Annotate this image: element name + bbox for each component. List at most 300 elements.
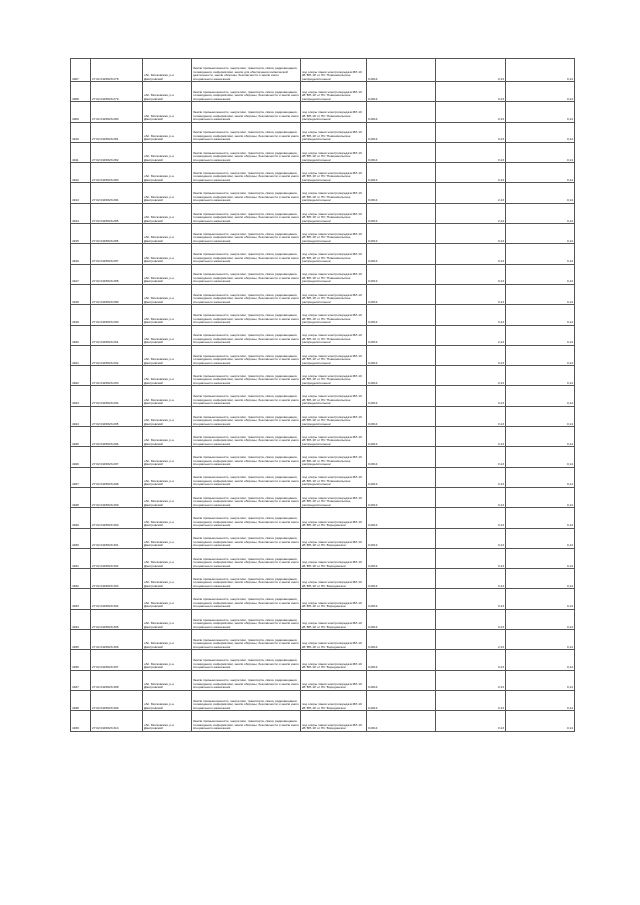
cell-note: 0,14 xyxy=(506,183,575,203)
cell-id: 4914 xyxy=(71,203,91,223)
cell-addr: обл. Московская, р-н Дмитровский xyxy=(143,630,192,650)
cell-use: Земли промышленности, энергетики, транспорта, связи, радиовещания, телевидения, информатики, земли обороны, безопасности и земли иного специального назначения xyxy=(192,589,301,609)
cell-use: Земли промышленности, энергетики, транспорта, связи, радиовещания, телевидения, информатики, земли обороны, безопасности и земли иного специального назначения xyxy=(192,528,301,548)
cell-purpose: под опоры линии электропередачи ВЛ-10 кВ 'ВН-10' от ПС 'Новоникольское распределительное' xyxy=(301,487,367,507)
cell-share: 0,13 xyxy=(436,59,506,82)
cell-addr: обл. Московская, р-н Дмитровский xyxy=(143,548,192,568)
cell-area: 0,0014 xyxy=(367,528,436,548)
cell-area: 0,0014 xyxy=(367,650,436,670)
cell-addr: обл. Московская, р-н Дмитровский xyxy=(143,345,192,365)
cell-area: 0,0014 xyxy=(367,224,436,244)
cell-note: 0,14 xyxy=(506,284,575,304)
cell-use: Земли промышленности, энергетики, транспорта, связи, радиовещания, телевидения, информатики, земли обороны, безопасности и земли иного специального назначения xyxy=(192,203,301,223)
cell-cad: 27:02:0115823:303 xyxy=(91,569,143,589)
cell-cad: 27:02:0115823:300 xyxy=(91,508,143,528)
cell-purpose: под опоры линии электропередачи ВЛ-10 кВ 'ВН-10' от ПС 'Новоникольское распределительное' xyxy=(301,122,367,142)
cell-area: 0,0014 xyxy=(367,427,436,447)
cell-addr: обл. Московская, р-н Дмитровский xyxy=(143,102,192,122)
cell-note: 0,14 xyxy=(506,528,575,548)
cell-purpose: под опоры линии электропередачи ВЛ-10 кВ 'ВН-10' от ПС 'Бородинское' xyxy=(301,670,367,690)
cell-addr: обл. Московская, р-н Дмитровский xyxy=(143,711,192,731)
cell-addr: обл. Московская, р-н Дмитровский xyxy=(143,122,192,142)
cell-note: 0,14 xyxy=(506,203,575,223)
table-row xyxy=(71,406,575,426)
cell-area: 0,0014 xyxy=(367,630,436,650)
cell-area: 0,0014 xyxy=(367,203,436,223)
table-row xyxy=(71,569,575,589)
cell-use: Земли промышленности, энергетики, транспорта, связи, радиовещания, телевидения, информатики, земли обороны, безопасности и земли иного специального назначения xyxy=(192,447,301,467)
cell-cad: 27:02:0115823:292 xyxy=(91,345,143,365)
table-row xyxy=(71,508,575,528)
cell-area: 0,0014 xyxy=(367,305,436,325)
cell-share: 0,13 xyxy=(436,508,506,528)
cell-note: 0,14 xyxy=(506,487,575,507)
cell-cad: 27:02:0115823:279 xyxy=(91,82,143,102)
table-row xyxy=(71,548,575,568)
cell-purpose: под опоры линии электропередачи ВЛ-10 кВ 'ВН-10' от ПС 'Бородинское' xyxy=(301,711,367,731)
table-row xyxy=(71,670,575,690)
cell-use: Земли промышленности, энергетики, транспорта, связи, радиовещания, телевидения, информатики, земли обороны, безопасности и земли иного специального назначения xyxy=(192,325,301,345)
cell-share: 0,13 xyxy=(436,467,506,487)
cell-use: Земли промышленности, энергетики, транспорта, связи, радиовещания, телевидения, информатики, земли обороны, безопасности и земли иного специального назначения xyxy=(192,569,301,589)
cell-cad: 27:02:0115823:304 xyxy=(91,589,143,609)
cell-id: 4927 xyxy=(71,467,91,487)
cell-area: 0,0014 xyxy=(367,325,436,345)
cell-addr: обл. Московская, р-н Дмитровский xyxy=(143,406,192,426)
cell-share: 0,13 xyxy=(436,305,506,325)
cell-addr: обл. Московская, р-н Дмитровский xyxy=(143,59,192,82)
cell-note: 0,14 xyxy=(506,630,575,650)
cell-use: Земли промышленности, энергетики, транспорта, связи, радиовещания, телевидения, информатики, земли обороны, безопасности и земли иного специального назначения xyxy=(192,650,301,670)
cell-area: 0,0014 xyxy=(367,569,436,589)
cell-id: 4926 xyxy=(71,447,91,467)
table-row xyxy=(71,366,575,386)
cell-cad: 27:02:0115823:305 xyxy=(91,609,143,629)
cell-area: 0,0014 xyxy=(367,366,436,386)
cell-id: 4934 xyxy=(71,609,91,629)
cell-use: Земли промышленности, энергетики, транспорта, связи, радиовещания, телевидения, информатики, земли обороны, безопасности и земли иного специального назначения xyxy=(192,386,301,406)
cell-share: 0,13 xyxy=(436,163,506,183)
cell-area: 0,0014 xyxy=(367,264,436,284)
cell-purpose: под опоры линии электропередачи ВЛ-10 кВ 'ВН-10' от ПС 'Новоникольское распределительное' xyxy=(301,386,367,406)
cell-purpose: под опоры линии электропередачи ВЛ-10 кВ 'ВН-10' от ПС 'Бородинское' xyxy=(301,589,367,609)
cell-purpose: под опоры линии электропередачи ВЛ-10 кВ 'ВН-10' от ПС 'Новоникольское распределительное' xyxy=(301,305,367,325)
cell-purpose: под опоры линии электропередачи ВЛ-10 кВ 'ВН-10' от ПС 'Бородинское' xyxy=(301,690,367,710)
cell-area: 0,0014 xyxy=(367,711,436,731)
cell-cad: 27:02:0115823:287 xyxy=(91,244,143,264)
cell-use: Земли промышленности, энергетики, транспорта, связи, радиовещания, телевидения, информатики, земли обороны, безопасности и земли иного специального назначения xyxy=(192,487,301,507)
cell-area: 0,0014 xyxy=(367,163,436,183)
cell-note: 0,14 xyxy=(506,447,575,467)
cell-cad: 27:02:0115823:293 xyxy=(91,366,143,386)
cell-addr: обл. Московская, р-н Дмитровский xyxy=(143,609,192,629)
cell-area: 0,0014 xyxy=(367,59,436,82)
cell-id: 4936 xyxy=(71,650,91,670)
register-body xyxy=(71,59,575,732)
cell-area: 0,0014 xyxy=(367,508,436,528)
cell-area: 0,0014 xyxy=(367,406,436,426)
cell-purpose: под опоры линии электропередачи ВЛ-10 кВ 'ВН-10' от ПС 'Бородинское' xyxy=(301,569,367,589)
cell-id: 4925 xyxy=(71,427,91,447)
cell-cad: 27:02:0115823:301 xyxy=(91,528,143,548)
cell-addr: обл. Московская, р-н Дмитровский xyxy=(143,467,192,487)
cell-addr: обл. Московская, р-н Дмитровский xyxy=(143,670,192,690)
cell-share: 0,13 xyxy=(436,548,506,568)
cell-addr: обл. Московская, р-н Дмитровский xyxy=(143,447,192,467)
cell-use: Земли промышленности, энергетики, транспорта, связи, радиовещания, телевидения, информатики, земли обороны, безопасности и земли иного специального назначения xyxy=(192,163,301,183)
cell-id: 4933 xyxy=(71,589,91,609)
cell-addr: обл. Московская, р-н Дмитровский xyxy=(143,427,192,447)
cell-note: 0,14 xyxy=(506,650,575,670)
table-row xyxy=(71,630,575,650)
cell-cad: 27:02:0115823:285 xyxy=(91,203,143,223)
cell-cad: 27:02:0115823:310 xyxy=(91,711,143,731)
cell-area: 0,0014 xyxy=(367,183,436,203)
table-row xyxy=(71,386,575,406)
cell-area: 0,0014 xyxy=(367,670,436,690)
cell-note: 0,14 xyxy=(506,386,575,406)
cell-share: 2,13 xyxy=(436,203,506,223)
cell-addr: обл. Московская, р-н Дмитровский xyxy=(143,284,192,304)
cell-share: 0,13 xyxy=(436,386,506,406)
cell-purpose: под опоры линии электропередачи ВЛ-10 кВ 'ВН-10' от ПС 'Бородинское' xyxy=(301,630,367,650)
cell-note: 0,14 xyxy=(506,325,575,345)
cell-use: Земли промышленности, энергетики, транспорта, связи, радиовещания, телевидения, информатики, земли обороны, безопасности и земли иного специального назначения xyxy=(192,244,301,264)
cell-id: 4916 xyxy=(71,244,91,264)
table-row xyxy=(71,122,575,142)
cell-id: 4939 xyxy=(71,711,91,731)
cell-addr: обл. Московская, р-н Дмитровский xyxy=(143,224,192,244)
table-row xyxy=(71,102,575,122)
cell-use: Земли промышленности, энергетики, транспорта, связи, радиовещания, телевидения, информатики, земли обороны, безопасности и земли иного специального назначения xyxy=(192,711,301,731)
cell-addr: обл. Московская, р-н Дмитровский xyxy=(143,244,192,264)
cell-note: 0,14 xyxy=(506,244,575,264)
table-row xyxy=(71,589,575,609)
cell-cad: 27:02:0115823:307 xyxy=(91,650,143,670)
cell-share: 0,13 xyxy=(436,711,506,731)
cell-id: 4919 xyxy=(71,305,91,325)
cell-note: 0,14 xyxy=(506,569,575,589)
cell-cad: 27:02:0115823:297 xyxy=(91,447,143,467)
cell-id: 4922 xyxy=(71,366,91,386)
cell-addr: обл. Московская, р-н Дмитровский xyxy=(143,163,192,183)
cell-share: 2,13 xyxy=(436,630,506,650)
cell-cad: 27:02:0115823:302 xyxy=(91,548,143,568)
cell-note: 0,14 xyxy=(506,122,575,142)
cell-share: 0,13 xyxy=(436,102,506,122)
cell-use: Земли промышленности, энергетики, транспорта, связи, радиовещания, телевидения, информатики, земли обороны, безопасности и земли иного специального назначения xyxy=(192,224,301,244)
cell-id: 4938 xyxy=(71,690,91,710)
cell-use: Земли промышленности, энергетики, транспорта, связи, радиовещания, телевидения, информатики, земли обороны, безопасности и земли иного специального назначения xyxy=(192,183,301,203)
cell-use: Земли промышленности, энергетики, транспорта, связи, радиовещания, телевидения, информатики, земли обороны, безопасности и земли иного специального назначения xyxy=(192,467,301,487)
cell-id: 4932 xyxy=(71,569,91,589)
cell-area: 0,0014 xyxy=(367,548,436,568)
table-row xyxy=(71,244,575,264)
cell-use: Земли промышленности, энергетики, транспорта, связи, радиовещания, телевидения, информатики, земли обороны, безопасности и земли иного специального назначения xyxy=(192,102,301,122)
land-plot-register xyxy=(70,58,574,732)
cell-area: 0,0014 xyxy=(367,609,436,629)
cell-share: 0,13 xyxy=(436,366,506,386)
cell-area: 0,0014 xyxy=(367,284,436,304)
table-row xyxy=(71,711,575,731)
cell-area: 0,0014 xyxy=(367,82,436,102)
cell-purpose: под опоры линии электропередачи ВЛ-10 кВ 'ВН-10' от ПС 'Новоникольское распределительное' xyxy=(301,366,367,386)
cell-share: 0,13 xyxy=(436,690,506,710)
cell-note: 0,14 xyxy=(506,264,575,284)
cell-note: 0,14 xyxy=(506,406,575,426)
cell-area: 0,0014 xyxy=(367,386,436,406)
cell-share: 2,13 xyxy=(436,325,506,345)
cell-cad: 27:02:0115823:289 xyxy=(91,284,143,304)
cell-note: 0,14 xyxy=(506,609,575,629)
cell-purpose: под опоры линии электропередачи ВЛ-10 кВ 'ВН-10' от ПС 'Новоникольское распределительное' xyxy=(301,345,367,365)
cell-cad: 27:02:0115823:280 xyxy=(91,102,143,122)
cell-id: 4920 xyxy=(71,325,91,345)
cell-use: Земли промышленности, энергетики, транспорта, связи, радиовещания, телевидения, информатики, земли обороны, безопасности и земли иного специального назначения xyxy=(192,406,301,426)
cell-note: 0,14 xyxy=(506,690,575,710)
table-row xyxy=(71,345,575,365)
cell-cad: 27:02:0115823:284 xyxy=(91,183,143,203)
cell-purpose: под опоры линии электропередачи ВЛ-10 кВ 'ВН-10' от ПС 'Бородинское' xyxy=(301,650,367,670)
cell-id: 4923 xyxy=(71,386,91,406)
cell-addr: обл. Московская, р-н Дмитровский xyxy=(143,528,192,548)
cell-id: 4918 xyxy=(71,284,91,304)
cell-id: 4930 xyxy=(71,528,91,548)
cell-share: 0,13 xyxy=(436,142,506,162)
cell-note: 0,14 xyxy=(506,82,575,102)
cell-addr: обл. Московская, р-н Дмитровский xyxy=(143,183,192,203)
cell-purpose: под опоры линии электропередачи ВЛ-10 кВ 'ВН-10' от ПС 'Новоникольское распределительное' xyxy=(301,447,367,467)
cell-cad: 27:02:0115823:299 xyxy=(91,487,143,507)
cell-note: 0,14 xyxy=(506,670,575,690)
cell-addr: обл. Московская, р-н Дмитровский xyxy=(143,325,192,345)
cell-id: 4913 xyxy=(71,183,91,203)
cell-share: 0,13 xyxy=(436,650,506,670)
cell-id: 4909 xyxy=(71,102,91,122)
cell-share: 0,13 xyxy=(436,528,506,548)
cell-share: 0,13 xyxy=(436,224,506,244)
cell-note: 0,14 xyxy=(506,467,575,487)
cell-cad: 27:02:0115823:288 xyxy=(91,264,143,284)
table-row xyxy=(71,467,575,487)
cell-purpose: под опоры линии электропередачи ВЛ-10 кВ 'ВН-10' от ПС 'Новоникольское распределительное' xyxy=(301,427,367,447)
cell-id: 4924 xyxy=(71,406,91,426)
cell-id: 4935 xyxy=(71,630,91,650)
cell-purpose: под опоры линии электропередачи ВЛ-10 кВ 'ВН-10' от ПС 'Бородинское' xyxy=(301,548,367,568)
table-row xyxy=(71,427,575,447)
cell-purpose: под опоры линии электропередачи ВЛ-10 кВ 'ВН-10' от ПС 'Новоникольское распределительное' xyxy=(301,102,367,122)
table-row xyxy=(71,487,575,507)
cell-share: 0,13 xyxy=(436,589,506,609)
cell-use: Земли промышленности, энергетики, транспорта, связи, радиовещания, телевидения, информатики, земли обороны, безопасности и земли иного специального назначения xyxy=(192,305,301,325)
cell-cad: 27:02:0115823:283 xyxy=(91,163,143,183)
table-row xyxy=(71,305,575,325)
cell-cad: 27:02:0115823:296 xyxy=(91,427,143,447)
cell-share: 0,13 xyxy=(436,609,506,629)
cell-share: 0,13 xyxy=(436,569,506,589)
cell-cad: 27:02:0115823:298 xyxy=(91,467,143,487)
table-row xyxy=(71,528,575,548)
cell-share: 0,13 xyxy=(436,670,506,690)
cell-area: 0,0014 xyxy=(367,345,436,365)
cell-cad: 27:02:0115823:308 xyxy=(91,670,143,690)
cell-use: Земли промышленности, энергетики, транспорта, связи, радиовещания, телевидения, информатики, земли обороны, безопасности и земли иного специального назначения xyxy=(192,630,301,650)
table-row xyxy=(71,650,575,670)
cell-cad: 27:02:0115823:278 xyxy=(91,59,143,82)
cell-cad: 27:02:0115823:306 xyxy=(91,630,143,650)
cell-id: 4915 xyxy=(71,224,91,244)
cell-area: 0,0014 xyxy=(367,122,436,142)
cell-id: 4908 xyxy=(71,82,91,102)
cell-note: 0,14 xyxy=(506,142,575,162)
cell-purpose: под опоры линии электропередачи ВЛ-10 кВ 'ВН-10' от ПС 'Новоникольское распределительное' xyxy=(301,264,367,284)
cell-use: Земли промышленности, энергетики, транспорта, связи, радиовещания, телевидения, информатики, земли обороны, безопасности и земли иного специального назначения xyxy=(192,508,301,528)
table-row xyxy=(71,183,575,203)
cell-note: 0,14 xyxy=(506,589,575,609)
table-row xyxy=(71,142,575,162)
cell-addr: обл. Московская, р-н Дмитровский xyxy=(143,142,192,162)
cell-purpose: под опоры линии электропередачи ВЛ-10 кВ 'ВН-10' от ПС 'Новоникольское распределительное' xyxy=(301,59,367,82)
cell-id: 4937 xyxy=(71,670,91,690)
cell-note: 0,14 xyxy=(506,59,575,82)
cell-purpose: под опоры линии электропередачи ВЛ-10 кВ 'ВН-10' от ПС 'Новоникольское распределительное' xyxy=(301,163,367,183)
cell-area: 0,0014 xyxy=(367,244,436,264)
cell-area: 0,0014 xyxy=(367,142,436,162)
cell-note: 0,14 xyxy=(506,366,575,386)
cell-note: 0,14 xyxy=(506,102,575,122)
cell-note: 0,14 xyxy=(506,508,575,528)
cell-purpose: под опоры линии электропередачи ВЛ-10 кВ 'ВН-10' от ПС 'Новоникольское распределительное' xyxy=(301,467,367,487)
cell-addr: обл. Московская, р-н Дмитровский xyxy=(143,487,192,507)
cell-use: Земли промышленности, энергетики, транспорта, связи, радиовещания, телевидения, информатики, земли обороны, безопасности и земли иного специального назначения xyxy=(192,548,301,568)
table-row xyxy=(71,163,575,183)
cell-note: 0,14 xyxy=(506,163,575,183)
cell-addr: обл. Московская, р-н Дмитровский xyxy=(143,386,192,406)
register-table xyxy=(70,58,575,732)
table-row xyxy=(71,447,575,467)
cell-area: 0,0014 xyxy=(367,447,436,467)
cell-share: 0,13 xyxy=(436,82,506,102)
table-row xyxy=(71,82,575,102)
cell-addr: обл. Московская, р-н Дмитровский xyxy=(143,690,192,710)
cell-use: Земли промышленности, энергетики, транспорта, связи, радиовещания, телевидения, информатики, земли обороны, безопасности и земли иного специального назначения xyxy=(192,264,301,284)
table-row xyxy=(71,690,575,710)
cell-cad: 27:02:0115823:282 xyxy=(91,142,143,162)
cell-cad: 27:02:0115823:295 xyxy=(91,406,143,426)
cell-purpose: под опоры линии электропередачи ВЛ-10 кВ 'ВН-10' от ПС 'Новоникольское распределительное' xyxy=(301,224,367,244)
cell-addr: обл. Московская, р-н Дмитровский xyxy=(143,264,192,284)
cell-cad: 27:02:0115823:294 xyxy=(91,386,143,406)
cell-use: Земли промышленности, энергетики, транспорта, связи, радиовещания, телевидения, информатики, земли обороны, безопасности и земли иного специального назначения xyxy=(192,670,301,690)
cell-purpose: под опоры линии электропередачи ВЛ-10 кВ 'ВН-10' от ПС 'Новоникольское распределительное' xyxy=(301,183,367,203)
cell-id: 4912 xyxy=(71,163,91,183)
cell-cad: 27:02:0115823:290 xyxy=(91,305,143,325)
cell-addr: обл. Московская, р-н Дмитровский xyxy=(143,203,192,223)
cell-area: 0,0014 xyxy=(367,487,436,507)
cell-share: 0,13 xyxy=(436,427,506,447)
cell-use: Земли промышленности, энергетики, транспорта, связи, радиовещания, телевидения, информатики, земли обороны, безопасности и земли иного специального назначения xyxy=(192,609,301,629)
cell-share: 0,13 xyxy=(436,284,506,304)
cell-use: Земли промышленности, энергетики, транспорта, связи, радиовещания, телевидения, информатики, земли обороны, безопасности и земли иного специального назначения xyxy=(192,284,301,304)
cell-share: 0,13 xyxy=(436,122,506,142)
cell-addr: обл. Московская, р-н Дмитровский xyxy=(143,589,192,609)
cell-use: Земли промышленности, энергетики, транспорта, связи, радиовещания, телевидения, информатики, земли обороны, безопасности и земли иного специального назначения xyxy=(192,690,301,710)
cell-id: 4910 xyxy=(71,122,91,142)
cell-area: 0,0014 xyxy=(367,589,436,609)
cell-share: 0,13 xyxy=(436,345,506,365)
cell-area: 0,0014 xyxy=(367,102,436,122)
cell-purpose: под опоры линии электропередачи ВЛ-10 кВ 'ВН-10' от ПС 'Новоникольское распределительное' xyxy=(301,244,367,264)
table-row xyxy=(71,59,575,82)
table-row xyxy=(71,224,575,244)
cell-use: Земли промышленности, энергетики, транспорта, связи, радиовещания, телевидения, информатики, земли обороны, безопасности и земли иного специального назначения xyxy=(192,366,301,386)
cell-note: 0,14 xyxy=(506,548,575,568)
cell-cad: 27:02:0115823:309 xyxy=(91,690,143,710)
cell-addr: обл. Московская, р-н Дмитровский xyxy=(143,508,192,528)
cell-cad: 27:02:0115823:281 xyxy=(91,122,143,142)
cell-note: 0,14 xyxy=(506,427,575,447)
cell-purpose: под опоры линии электропередачи ВЛ-10 кВ 'ВН-10' от ПС 'Новоникольское распределительное' xyxy=(301,325,367,345)
cell-use: Земли промышленности, энергетики, транспорта, связи, радиовещания, телевидения, информатики, земли обороны, безопасности и земли иного специального назначения xyxy=(192,427,301,447)
cell-share: 0,13 xyxy=(436,244,506,264)
cell-purpose: под опоры линии электропередачи ВЛ-10 кВ 'ВН-10' от ПС 'Новоникольское распределительное' xyxy=(301,203,367,223)
cell-purpose: под опоры линии электропередачи ВЛ-10 кВ 'ВН-10' от ПС 'Бородинское' xyxy=(301,609,367,629)
cell-share: 0,13 xyxy=(436,264,506,284)
cell-id: 4921 xyxy=(71,345,91,365)
table-row xyxy=(71,609,575,629)
cell-addr: обл. Московская, р-н Дмитровский xyxy=(143,569,192,589)
table-row xyxy=(71,264,575,284)
cell-cad: 27:02:0115823:286 xyxy=(91,224,143,244)
cell-area: 0,0014 xyxy=(367,690,436,710)
cell-addr: обл. Московская, р-н Дмитровский xyxy=(143,650,192,670)
cell-addr: обл. Московская, р-н Дмитровский xyxy=(143,82,192,102)
cell-purpose: под опоры линии электропередачи ВЛ-10 кВ 'ВН-10' от ПС 'Новоникольское распределительное' xyxy=(301,142,367,162)
cell-area: 0,0014 xyxy=(367,467,436,487)
cell-id: 4907 xyxy=(71,59,91,82)
table-row xyxy=(71,325,575,345)
cell-cad: 27:02:0115823:291 xyxy=(91,325,143,345)
cell-use: Земли промышленности, энергетики, транспорта, связи, радиовещания, телевидения, информатики, земли обороны, безопасности и земли иного специального назначения xyxy=(192,345,301,365)
cell-purpose: под опоры линии электропередачи ВЛ-10 кВ 'ВН-10' от ПС 'Новоникольское распределительное' xyxy=(301,406,367,426)
cell-note: 0,14 xyxy=(506,224,575,244)
cell-use: Земли промышленности, энергетики, транспорта, связи, радиовещания, телевидения, информатики, земли обороны, безопасности и земли иного специального назначения xyxy=(192,142,301,162)
cell-id: 4931 xyxy=(71,548,91,568)
cell-purpose: под опоры линии электропередачи ВЛ-10 кВ 'ВН-10' от ПС 'Бородинское' xyxy=(301,528,367,548)
cell-purpose: под опоры линии электропередачи ВЛ-10 кВ 'ВН-10' от ПС 'Новоникольское распределительное' xyxy=(301,82,367,102)
cell-note: 0,14 xyxy=(506,305,575,325)
cell-share: 0,13 xyxy=(436,447,506,467)
cell-use: Земли промышленности, энергетики, транспорта, связи, радиовещания, телевидения, информатики, земли обороны, безопасности и земли иного специального назначения xyxy=(192,122,301,142)
cell-note: 0,14 xyxy=(506,345,575,365)
cell-id: 4911 xyxy=(71,142,91,162)
cell-id: 4917 xyxy=(71,264,91,284)
cell-purpose: под опоры линии электропередачи ВЛ-10 кВ 'ВН-10' от ПС 'Бородинское' xyxy=(301,508,367,528)
cell-share: 2,13 xyxy=(436,183,506,203)
cell-id: 4929 xyxy=(71,508,91,528)
cell-id: 4928 xyxy=(71,487,91,507)
cell-addr: обл. Московская, р-н Дмитровский xyxy=(143,305,192,325)
table-row xyxy=(71,203,575,223)
cell-note: 0,14 xyxy=(506,711,575,731)
cell-share: 0,13 xyxy=(436,406,506,426)
cell-use: Земли промышленности, энергетики, транспорта, связи, радиовещания, телевидения, информатики, земли обороны, безопасности и земли иного специального назначения xyxy=(192,82,301,102)
cell-addr: обл. Московская, р-н Дмитровский xyxy=(143,366,192,386)
table-row xyxy=(71,284,575,304)
cell-use: Земли промышленности, энергетики, транспорта, связи, радиовещания, телевидения, информатики, земли для обеспечения космической деятельности, земли обороны, безопасности и земли иного специального назначения xyxy=(192,59,301,82)
cell-share: 0,13 xyxy=(436,487,506,507)
cell-purpose: под опоры линии электропередачи ВЛ-10 кВ 'ВН-10' от ПС 'Новоникольское распределительное' xyxy=(301,284,367,304)
